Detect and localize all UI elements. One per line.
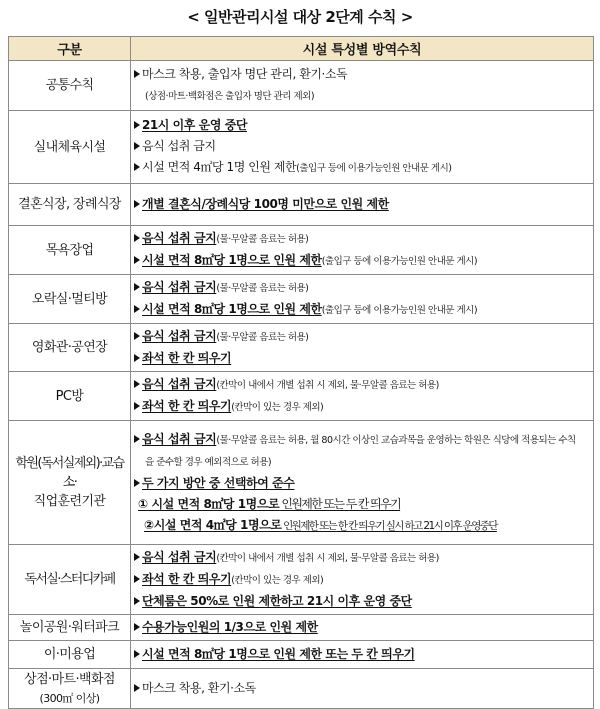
rule-text: 두 가지 방안 중 선택하여 준수 (142, 475, 295, 490)
category-cell: 이·미용업 (9, 641, 131, 669)
rule-note: (상점·마트·백화점은 출입자 명단 관리 제외) (145, 91, 315, 102)
rule-text: 개별 결혼식/장례식당 100명 미만으로 인원 제한 (142, 197, 389, 211)
rule-option-text: 인원제한 또는 한 칸 띄우기 실시 하고 21시 이후 운영중단 (281, 519, 497, 532)
table-row (9, 226, 594, 275)
bullet-arrow-icon (134, 234, 140, 242)
category-label: 상점·마트·백화점 (24, 671, 115, 687)
rule-text: 음식 섭취 금지 (142, 280, 217, 294)
table-row (9, 61, 594, 111)
table-row (9, 372, 594, 421)
bullet-arrow-icon (134, 256, 140, 264)
header-category: 구분 (9, 37, 131, 61)
table-row (9, 545, 594, 615)
rule-line (134, 64, 591, 85)
rules-cell (131, 545, 594, 615)
bullet-arrow-icon (134, 200, 140, 208)
rule-text: 시설 면적 8㎡당 1명으로 인원 제한 (142, 253, 322, 267)
rule-note: (물·무알콜 음료는 허용, 월 80시간 이상인 교습과목을 운영하는 학원은 식당에 적용되는 수칙 (216, 434, 576, 446)
table-header-row (9, 37, 594, 61)
rules-cell (131, 184, 594, 226)
rule-text: 음식 섭취 금지 (142, 550, 217, 564)
bullet-arrow-icon (134, 163, 140, 171)
bullet-arrow-icon (134, 142, 140, 150)
rules-cell (131, 615, 594, 641)
table-row (9, 275, 594, 324)
rules-cell (131, 669, 594, 709)
bullet-arrow-icon (134, 650, 140, 658)
category-label: 독서실·스터디카페 (24, 572, 115, 587)
rule-line (134, 591, 591, 612)
rules-cell (131, 226, 594, 275)
rule-text: 음식 섭취 금지 (142, 231, 217, 245)
rule-option (134, 494, 591, 515)
rule-text: 좌석 한 칸 띄우기 (142, 351, 232, 365)
category-label: 직업훈련기관 (33, 494, 106, 509)
rule-note: (칸막이 내에서 개별 섭취 시 제외, 물·무알콜 음료는 허용) (216, 553, 439, 564)
rule-text: 시설 면적 4㎡당 1명 인원 제한 (142, 160, 297, 174)
rule-text: 음식 섭취 금지 (142, 329, 217, 343)
bullet-arrow-icon (134, 283, 140, 291)
rule-line (134, 644, 591, 665)
rule-line (134, 115, 591, 136)
table-row (9, 184, 594, 226)
bullet-arrow-icon (134, 380, 140, 388)
category-cell: 결혼식장, 장례식장 (9, 184, 131, 226)
category-cell (9, 421, 131, 545)
rule-note: (칸막이 내에서 개별 섭취 시 제외, 물·무알콜 음료는 허용) (216, 380, 439, 391)
bullet-arrow-icon (134, 70, 140, 78)
category-cell: 영화관·공연장 (9, 324, 131, 372)
bullet-arrow-icon (134, 305, 140, 313)
rule-line (134, 374, 591, 396)
header-rules: 시설 특성별 방역수칙 (131, 37, 594, 61)
bullet-arrow-icon (134, 623, 140, 631)
rule-line (134, 569, 591, 591)
rule-text: 음식 섭취 금지 (142, 377, 217, 391)
rule-text: 수용가능인원의 1/3으로 인원 제한 (142, 620, 318, 634)
rules-cell (131, 275, 594, 324)
table-row (9, 641, 594, 669)
rule-note: (물·무알콜 음료는 허용) (216, 332, 309, 343)
category-cell: PC방 (9, 372, 131, 421)
rule-text: 좌석 한 칸 띄우기 (142, 572, 232, 586)
rule-text: 음식 섭취 금지 (142, 431, 217, 446)
rule-text: 21시 이후 운영 중단 (142, 118, 247, 132)
rule-line (134, 617, 591, 638)
category-cell: 오락실·멀티방 (9, 275, 131, 324)
rule-line (134, 299, 591, 321)
rules-cell (131, 111, 594, 184)
guideline-table (8, 36, 594, 709)
rule-note: 을 준수할 경우 예외적으로 허용) (145, 456, 272, 468)
rule-line (134, 473, 591, 494)
rule-text: 시설 면적 8㎡당 1명으로 인원 제한 또는 두 칸 띄우기 (142, 647, 415, 661)
rule-text: 마스크 착용, 출입자 명단 관리, 환기·소독 (142, 67, 348, 81)
rule-option-text: ① 시설 면적 8㎡당 1명으로 (138, 496, 280, 511)
bullet-arrow-icon (134, 402, 140, 410)
rule-option (134, 515, 591, 537)
bullet-arrow-icon (134, 354, 140, 362)
category-cell (9, 669, 131, 709)
category-cell (9, 545, 131, 615)
rule-text: 마스크 착용, 환기·소독 (142, 681, 256, 695)
table-row (9, 615, 594, 641)
rule-line (134, 136, 591, 157)
category-cell: 실내체육시설 (9, 111, 131, 184)
rule-note: (칸막이 있는 경우 제외) (231, 575, 324, 586)
rule-note: (출입구 등에 이용가능인원 안내문 게시) (321, 305, 478, 316)
rule-line (134, 678, 591, 699)
rule-text: 음식 섭취 금지 (142, 139, 216, 153)
rule-line (134, 547, 591, 569)
table-row (9, 421, 594, 545)
category-cell: 공통수칙 (9, 61, 131, 111)
category-sublabel: (300㎡ 이상) (39, 691, 100, 705)
rule-note: (칸막이 있는 경우 제외) (231, 402, 324, 413)
rule-note: (출입구 등에 이용가능인원 안내문 게시) (296, 163, 452, 174)
bullet-arrow-icon (134, 435, 140, 443)
rules-cell (131, 421, 594, 545)
rule-text: 시설 면적 8㎡당 1명으로 인원 제한 (142, 302, 322, 316)
bullet-arrow-icon (134, 332, 140, 340)
category-cell: 목욕장업 (9, 226, 131, 275)
rule-line (134, 85, 591, 107)
rule-line (134, 228, 591, 250)
rules-cell (131, 641, 594, 669)
table-row (9, 669, 594, 709)
rule-note: (물·무알콜 음료는 허용) (216, 283, 309, 294)
bullet-arrow-icon (134, 553, 140, 561)
rule-text: 좌석 한 칸 띄우기 (142, 399, 232, 413)
category-cell: 놀이공원·워터파크 (9, 615, 131, 641)
rule-line (134, 194, 591, 215)
rule-note: (물·무알콜 음료는 허용) (216, 234, 309, 245)
page-title: < 일반관리시설 대상 2단계 수칙 > (187, 8, 413, 26)
rule-line (134, 157, 591, 179)
rule-line (134, 348, 591, 369)
bullet-arrow-icon (134, 684, 140, 692)
table-row (9, 324, 594, 372)
rule-text: 단체룸은 50%로 인원 제한하고 21시 이후 운영 중단 (142, 594, 412, 608)
rule-line (134, 277, 591, 299)
category-label: 학원(독서실제외)·교습소· (15, 456, 124, 490)
rule-line (134, 326, 591, 348)
rule-option-text: ②시설 면적 4㎡당 1명으로 (144, 517, 282, 532)
rule-note: (출입구 등에 이용가능인원 안내문 게시) (321, 256, 478, 267)
rule-option-text: 인원제한 또는 두 칸 띄우기 (279, 496, 401, 511)
rule-line (134, 429, 591, 451)
rule-line (134, 250, 591, 272)
rules-cell (131, 61, 594, 111)
rules-cell (131, 372, 594, 421)
bullet-arrow-icon (134, 121, 140, 129)
rule-line (134, 396, 591, 418)
bullet-arrow-icon (134, 575, 140, 583)
table-row (9, 111, 594, 184)
rules-cell (131, 324, 594, 372)
bullet-arrow-icon (134, 479, 140, 487)
bullet-arrow-icon (134, 597, 140, 605)
rule-line (134, 451, 591, 473)
